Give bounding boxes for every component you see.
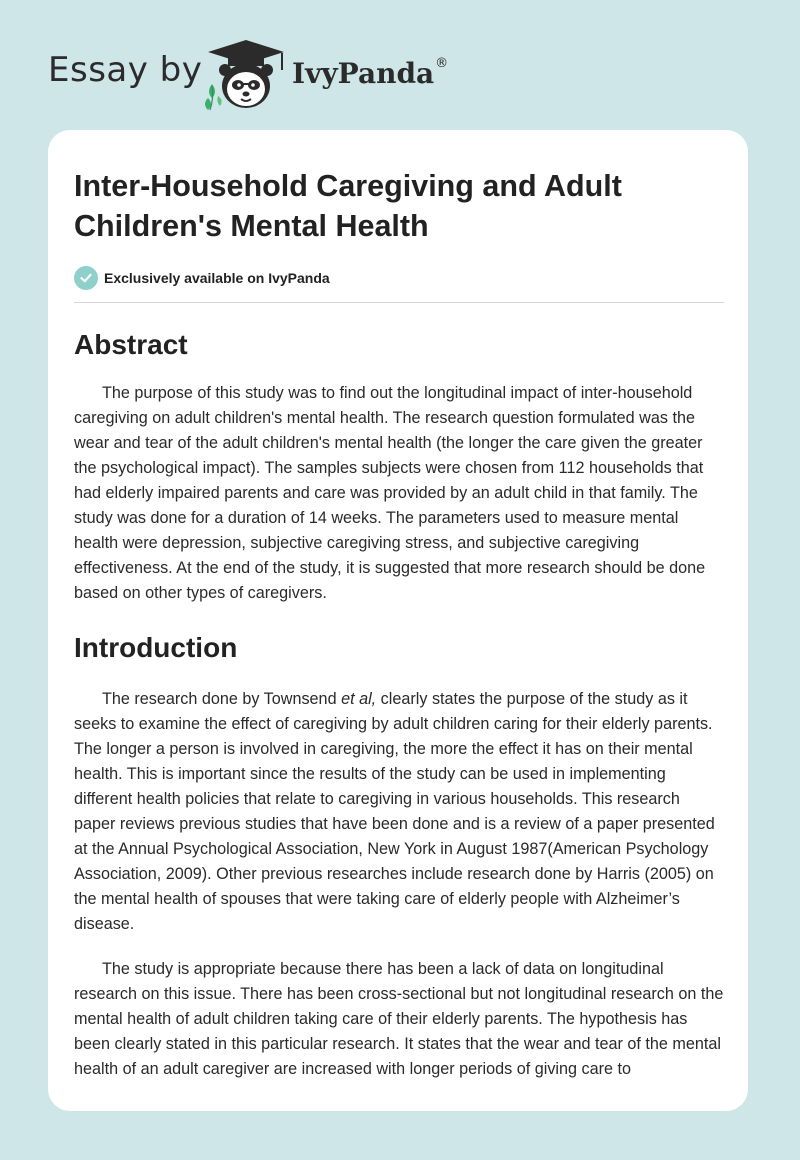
introduction-heading: Introduction: [74, 632, 238, 663]
abstract-paragraph: The purpose of this study was to find out the longitudinal impact of inter-household caregiving on adult children's mental health. The research question formulated was the wear and tear of the adult children's mental health (the longer the care given the greater the psychological impact). The samples subjects were chosen from 112 households that had elderly impaired parents and care was provided by an adult child in that family. The study was done for a duration of 14 weeks. The parameters used to measure mental health were depression, subjective caregiving stress, and subjective caregiving effectiveness. At the end of the study, it is suggested that more research should be done based on other types of caregivers.: [74, 384, 706, 602]
introduction-paragraph-1: The research done by Townsend et al, clearly states the purpose of the study as it seeks to examine the effect of caregiving by adult children caring for their elderly parents. The longer a person is involved in caregiving, the more the effect it has on their mental health. This is important since the results of the study can be used in implementing different health policies that relate to caregiving in various households. This research paper reviews previous studies that have been done and is a review of a paper presented at the Annual Psychological Association, New York in August 1987(American Psychology Association, 2009). Other previous researches include research done by Harris (2005) on the mental health of spouses that were taking care of elderly people with Alzheimer’s disease.: [74, 690, 715, 933]
abstract-heading: Abstract: [74, 329, 188, 360]
article-title: Inter-Household Caregiving and Adult Children's Mental Health: [74, 169, 622, 243]
exclusive-badge: [74, 266, 724, 290]
registered-mark: ®: [435, 56, 449, 71]
check-icon: [74, 266, 98, 290]
article-card: [48, 130, 748, 1111]
exclusive-label: Exclusively available on IvyPanda: [104, 270, 330, 286]
divider: [74, 302, 724, 303]
italic-citation: et al,: [341, 690, 377, 708]
essay-by-label: Essay by: [48, 50, 203, 90]
brand-name[interactable]: IvyPanda®: [292, 56, 449, 90]
introduction-paragraph-2: The study is appropriate because there has been a lack of data on longitudinal research on this issue. There has been cross-sectional but not longitudinal research on the mental health of adult children taking care of their elderly parents. The hypothesis has been clearly stated in this particular research. It states that the wear and tear of the mental health of an adult caregiver are increased with longer periods of giving care to: [74, 960, 724, 1078]
site-header: [48, 30, 748, 110]
ivypanda-logo-icon[interactable]: [200, 36, 292, 112]
